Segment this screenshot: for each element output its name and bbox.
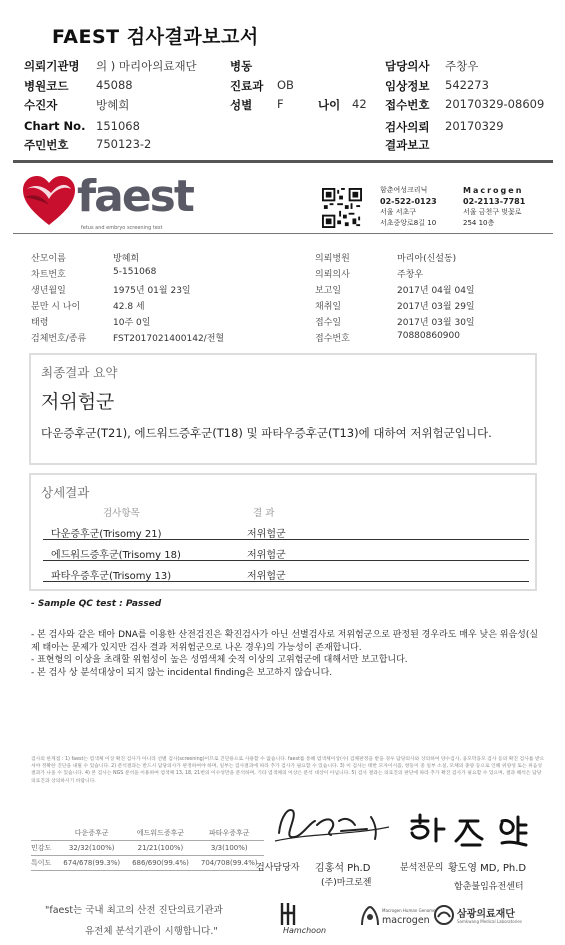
- detail-row-t13: 파타우증후군(Trisomy 13) 저위험군: [43, 564, 529, 582]
- report-title: FAEST 검사결과보고서: [52, 26, 259, 48]
- summary-title: 최종결과 요약: [41, 365, 118, 380]
- header-field-hospital-code: 병원코드 45088: [24, 78, 133, 93]
- summary-text: 다운증후군(T21), 에드워드증후군(T18) 및 파타우증후군(T13)에 대하여 저위험군입니다.: [41, 426, 492, 440]
- signer-role-analyst: 분석전문의: [400, 863, 444, 873]
- detail-col-item: 검사항목: [103, 508, 140, 519]
- quote-line-1: "faest는 국내 최고의 산전 진단의료기관과: [45, 905, 223, 916]
- header-field-request-date: 검사의뢰 20170329: [385, 119, 504, 134]
- header-field-doctor: 담당의사 주창우: [385, 59, 479, 73]
- detail-row-t21: 다운증후군(Trisomy 21) 저위험군: [43, 522, 529, 540]
- detail-col-result: 결 과: [253, 508, 275, 519]
- signer-org-tester: (주)마크로젠: [321, 878, 372, 888]
- header-field-resident-no: 주민번호 750123-2: [24, 137, 152, 152]
- header-field-institution: 의뢰기관명 의 ) 마리아의료재단: [24, 59, 197, 73]
- note-line: - 본 검사와 같은 태아 DNA를 이용한 산전검진은 확진검사가 아닌 선별검사로 저위험군으로 판정된 경우라도 매우 낮은 위음성(실: [31, 630, 539, 640]
- faest-wordmark: faest: [77, 171, 193, 222]
- note-line: - 표현형의 이상을 초래할 위험성이 높은 성염색체 숫적 이상의 고위험군에 대해서만 보고합니다.: [31, 655, 408, 665]
- lab-hamchoon-info: 함춘여성크리닉 02-522-0123 서울 서초구 서초중앙로8길 10: [380, 186, 437, 227]
- divider: [13, 233, 553, 234]
- stats-row-sensitivity: 민감도 32/32(100%) 21/21(100%) 3/3(100%): [31, 841, 264, 856]
- header-field-result-report: 결과보고: [385, 138, 430, 152]
- samkwang-logo-text: 삼광의료재단: [457, 909, 515, 920]
- report-notes: [31, 629, 546, 679]
- signer-org-analyst: 함춘불임유전센터: [454, 882, 524, 892]
- qr-code-icon: [322, 188, 362, 228]
- header-field-department: 진료과 OB: [230, 78, 294, 93]
- stats-row-specificity: 특이도 674/678(99.3%) 686/690(99.4%) 704/708(99.4%): [31, 856, 264, 871]
- sample-qc-status: - Sample QC test : Passed: [31, 599, 162, 609]
- samkwang-logo-sub: Samkwang Medical Laboratories: [457, 919, 522, 924]
- signer-name-analyst: 황도영 MD, Ph.D: [448, 863, 527, 874]
- detail-row-t18: 에드워드증후군(Trisomy 18) 저위험군: [43, 543, 529, 561]
- performance-stats-table: [31, 826, 264, 871]
- faest-report: faest fetus and embryo screening test 함춘여성크리닉 02-522-0123 서울 서초구 서초중앙로8길 10 Macrogen 02-2113-7781 서울 금천구 벚꽃로 254 10층 산모이름 방혜희 차트번호 5-151068 생년월일 1975년 01월 23일 분만 시 나이 42.8 세 태령 10주 0일 검체번호/종류 FST2017021400142/전혈 의뢰병원 마리아(신설동) 의뢰의사 주창우 보고일 2017년 04월 04일 채취일 2017년 03월 29일 접수일 2017년 03월 30일 접수번호 70880860900 최종결과 요약 저위험군 다운증후군(T21), 에드워드증후군(T18) 및 파타우증후군(T13)에 대하여 저위험군입니다. 상세결과 검사항목 결 과 다운증후군(Trisomy 21) 저위험군 에드워드증후군(Trisomy 18) 저위험군 파타우증후군(Trisomy 13) 저위험군 - Sample QC test : Passed - 본 검사와 같은 태아 DNA를 이용한 산전검진은 확진검사가 아닌 선별검사로 저위험군으로 판정된 경우라도 매우 낮은 위음성(실 제 태아는 문제가 있지만 검사 결과 저위험군으로 나온 경우)의 가능성이 존재합니다. - 표현형의 이상을 초래할 위험성이 높은 성염색체 숫적 이상의 고위험군에 대해서만 보고합니다. - 본 검사 상 분석대상이 되지 않는 incidental finding은 보고하지 않습니다. 검사의 한계점 : 1) faest는 염색체 이상 확진 검사가 아니라 선별 검사(screening)이므로 진단용으로 사용할 수 없습니다. faest를 통해 염색체이상(수) 검체판정을 받을 경우 담당의사와 상의하여 양수검사, 융모막융모 검사 등의 확진 검사를 받으셔야 정확한 진단을 내릴 수 있습니다. 2) 분석결과는 반드시 담당의사가 판정하여야 하며, 일부는 검사결과에 따라 추가 검사가 필요할 수 있습니다. 3) 이 검사는 태반 모자이시즘, 쌍둥이 중 일부 소실, 모체의 종양 등으로 인해 위양성 또는 위음성 결과가 나올 수 있습니다. 4) 본 검사는 NGS 분석을 이용하여 염색체 13, 18, 21번의 이수성만을 분석하며, 기타 염색체의 이상은 분석 대상이 아닙니다. 5) 검사 결과는 의료진의 판단에 따라 추가 확진 검사가 필요할 수 있으며, 결과 해석은 담당 의료진과 상의하시기 바랍니다. 다운증후군 에드워드증후군 파타우증후군 민감도 32/32(100%) 21/21(100%) 3/3(100%) 특이도 674/678(99.3%) 686/690(99.4%) 704/708(99.4%) 검사담당자 김홍석 Ph.D (주)마크로젠 분석전문의 황도영 MD, Ph.D 함춘불임유전센터 "faest는 국내 최고의 산전 진단의료기관과 유전체 분석기관이 시행합니다." Hamchoon Macrogen Human Genome macrogen 삼광의료재단 Samkwang Medical Laboratories: [13, 160, 553, 938]
- macrogen-logo-sub: Macrogen Human Genome: [382, 908, 436, 913]
- header-field-chart-no: Chart No. 151068: [24, 119, 140, 133]
- summary-box: [29, 353, 537, 465]
- detail-box: [29, 473, 537, 591]
- note-line: 제 태아는 문제가 있지만 검사 결과 저위험군으로 나온 경우)의 가능성이 존재합니다.: [31, 642, 362, 653]
- signature-hwang-icon: [406, 811, 536, 849]
- macrogen-logo-icon: [358, 903, 382, 929]
- header-field-age: 나이 42: [318, 97, 367, 112]
- macrogen-logo-text: macrogen: [382, 915, 430, 926]
- fine-print: 검사의 한계점 : 1) faest는 염색체 이상 확진 검사가 아니라 선별 검사(screening)이므로 진단용으로 사용할 수 없습니다. faest를 통해 염색체이상(수) 검체판정을 받을 경우 담당의사와 상의하여 양수검사, 융모막융모 검사 등의 확진 검사를 받으셔야 정확한 진단을 내릴 수 있습니다. 2) 분석결과는 반드시 담당의사가 판정하여야 하며, 일부는 검사결과에 따라 추가 검사가 필요할 수 있습니다. 3) 이 검사는 태반 모자이시즘, 쌍둥이 중 일부 소실, 모체의 종양 등으로 인해 위양성 또는 위음성 결과가 나올 수 있습니다. 4) 본 검사는 NGS 분석을 이용하여 염색체 13, 18, 21번의 이수성만을 분석하며, 기타 염색체의 이상은 분석 대상이 아닙니다. 5) 검사 결과는 의료진의 판단에 따라 추가 확진 검사가 필요할 수 있으며, 결과 해석은 담당 의료진과 상의하시기 바랍니다.: [31, 757, 545, 784]
- hamchoon-logo-text: Hamchoon: [283, 926, 327, 935]
- stats-header-row: 다운증후군 에드워드증후군 파타우증후군: [31, 826, 264, 841]
- faest-heart-logo-icon: [21, 175, 77, 227]
- signature-kim-icon: [271, 803, 391, 843]
- signer-role-tester: 검사담당자: [256, 863, 300, 873]
- quote-line-2: 유전체 분석기관이 시행합니다.": [85, 926, 218, 937]
- hamchoon-logo-icon: [279, 901, 297, 927]
- signer-name-tester: 김홍석 Ph.D: [315, 863, 371, 874]
- header-field-receipt-no: 접수번호 20170329-08609: [385, 97, 545, 112]
- lab-macrogen-info: Macrogen 02-2113-7781 서울 금천구 벚꽃로 254 10층: [463, 186, 526, 227]
- header-field-sex: 성별 F: [230, 97, 284, 112]
- faest-tagline: fetus and embryo screening test: [81, 225, 163, 231]
- header-field-patient: 수진자 방혜희: [24, 98, 130, 112]
- detail-title: 상세결과: [41, 485, 90, 500]
- note-line: - 본 검사 상 분석대상이 되지 않는 incidental finding은 보고하지 않습니다.: [31, 667, 333, 678]
- samkwang-logo-icon: [433, 905, 455, 925]
- header-field-clinical-info: 임상정보 542273: [385, 78, 489, 93]
- summary-headline: 저위험군: [41, 391, 115, 413]
- header-field-ward: 병동: [230, 59, 253, 73]
